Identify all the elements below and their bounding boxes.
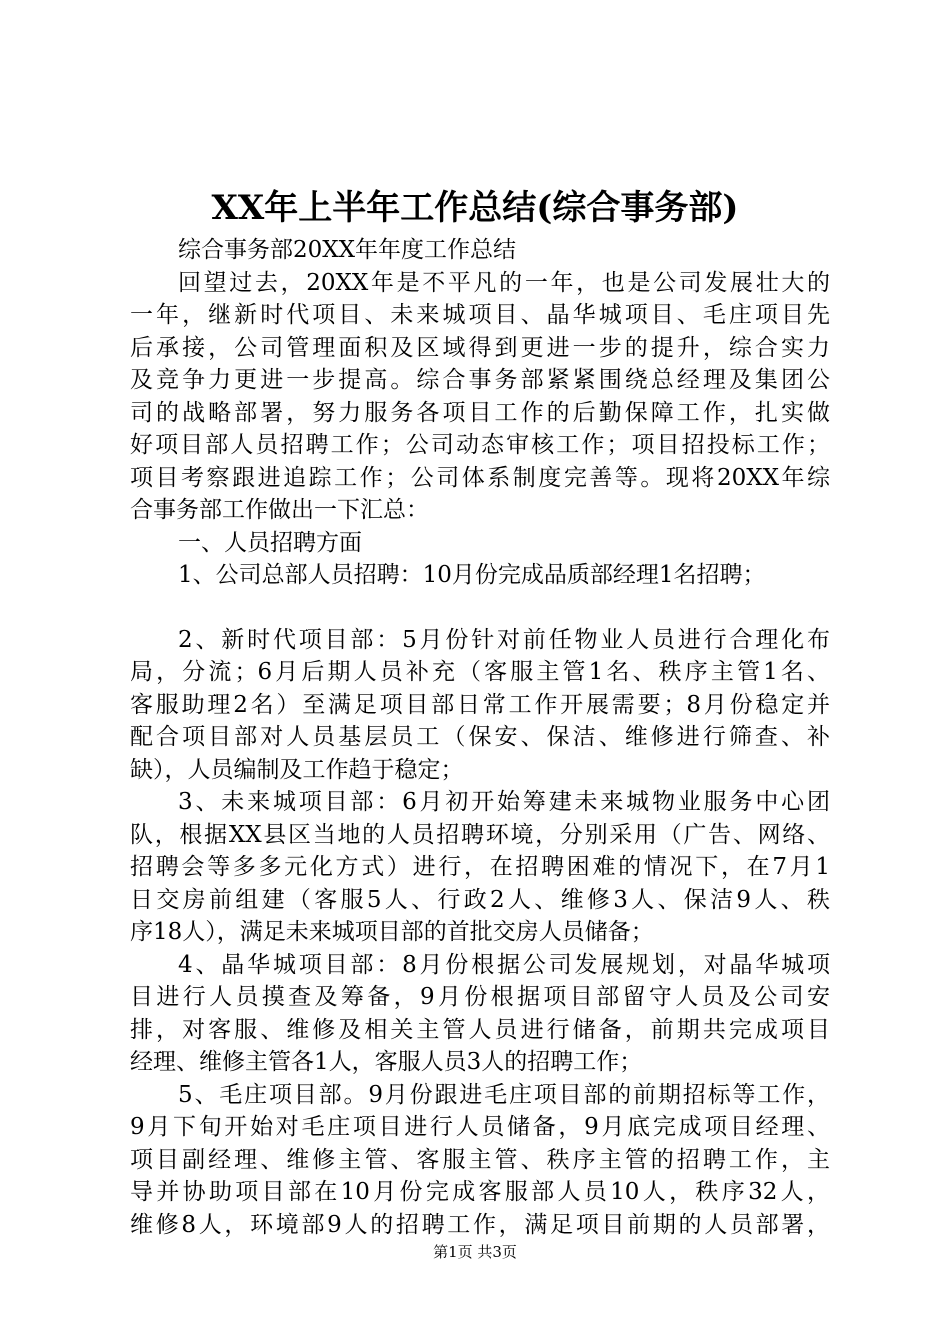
body-line: 综合事务部20XX年年度工作总结 — [178, 237, 517, 263]
body-line: 配合项目部对人员基层员工（保安、保洁、维修进行筛查、补 — [130, 724, 830, 750]
body-line: 好项目部人员招聘工作；公司动态审核工作；项目招投标工作； — [130, 432, 830, 458]
body-line: 4、晶华城项目部：8月份根据公司发展规划，对晶华城项 — [178, 951, 830, 978]
body-line: 项目考察跟进追踪工作；公司体系制度完善等。现将20XX年综 — [130, 464, 830, 491]
body-line: 1、公司总部人员招聘：10月份完成品质部经理1名招聘； — [178, 562, 766, 588]
body-line: 维修8人，环境部9人的招聘工作，满足项目前期的人员部署， — [130, 1211, 830, 1238]
section-heading: 一、人员招聘方面 — [178, 529, 362, 556]
body-line: 3、未来城项目部：6月初开始筹建未来城物业服务中心团 — [178, 789, 830, 815]
body-line: 客服助理2名）至满足项目部日常工作开展需要；8月份稳定并 — [130, 691, 830, 718]
body-line: 日交房前组建（客服5人、行政2人、维修3人、保洁9人、秩 — [130, 886, 830, 913]
body-line: 司的战略部署，努力服务各项目工作的后勤保障工作，扎实做 — [130, 399, 830, 426]
body-line: 局，分流；6月后期人员补充（客服主管1名、秩序主管1名、 — [130, 659, 830, 685]
body-line: 招聘会等多多元化方式）进行，在招聘困难的情况下，在7月1 — [130, 854, 830, 880]
body-line: 经理、维修主管各1人，客服人员3人的招聘工作； — [130, 1049, 643, 1075]
body-line: 2、新时代项目部：5月份针对前任物业人员进行合理化布 — [178, 626, 830, 653]
body-line: 一年，继新时代项目、未来城项目、晶华城项目、毛庄项目先 — [130, 302, 830, 328]
page-number-footer: 第1页 共3页 — [433, 1243, 517, 1261]
body-line: 序18人），满足未来城项目部的首批交房人员储备； — [130, 919, 654, 945]
body-line: 9月下旬开始对毛庄项目进行人员储备，9月底完成项目经理、 — [130, 1114, 830, 1140]
body-line: 排，对客服、维修及相关主管人员进行储备，前期共完成项目 — [130, 1016, 830, 1043]
document-body — [130, 234, 830, 1241]
body-line: 队，根据XX县区当地的人员招聘环境，分别采用（广告、网络、 — [130, 821, 830, 848]
body-line: 导并协助项目部在10月份完成客服部人员10人，秩序32人， — [130, 1179, 830, 1205]
body-line: 及竞争力更进一步提高。综合事务部紧紧围绕总经理及集团公 — [130, 367, 830, 393]
body-line: 合事务部工作做出一下汇总： — [130, 497, 429, 523]
body-line: 回望过去，20XX年是不平凡的一年，也是公司发展壮大的 — [178, 269, 830, 296]
document-title: XX年上半年工作总结(综合事务部) — [211, 188, 739, 228]
body-line: 5、毛庄项目部。9月份跟进毛庄项目部的前期招标等工作， — [178, 1081, 830, 1108]
body-line: 项目副经理、维修主管、客服主管、秩序主管的招聘工作，主 — [130, 1146, 830, 1173]
body-line: 后承接，公司管理面积及区域得到更进一步的提升，综合实力 — [130, 334, 830, 361]
body-line: 缺），人员编制及工作趋于稳定； — [130, 756, 464, 783]
paragraph-gap — [130, 592, 830, 624]
body-line: 目进行人员摸查及筹备，9月份根据项目部留守人员及公司安 — [130, 984, 830, 1010]
